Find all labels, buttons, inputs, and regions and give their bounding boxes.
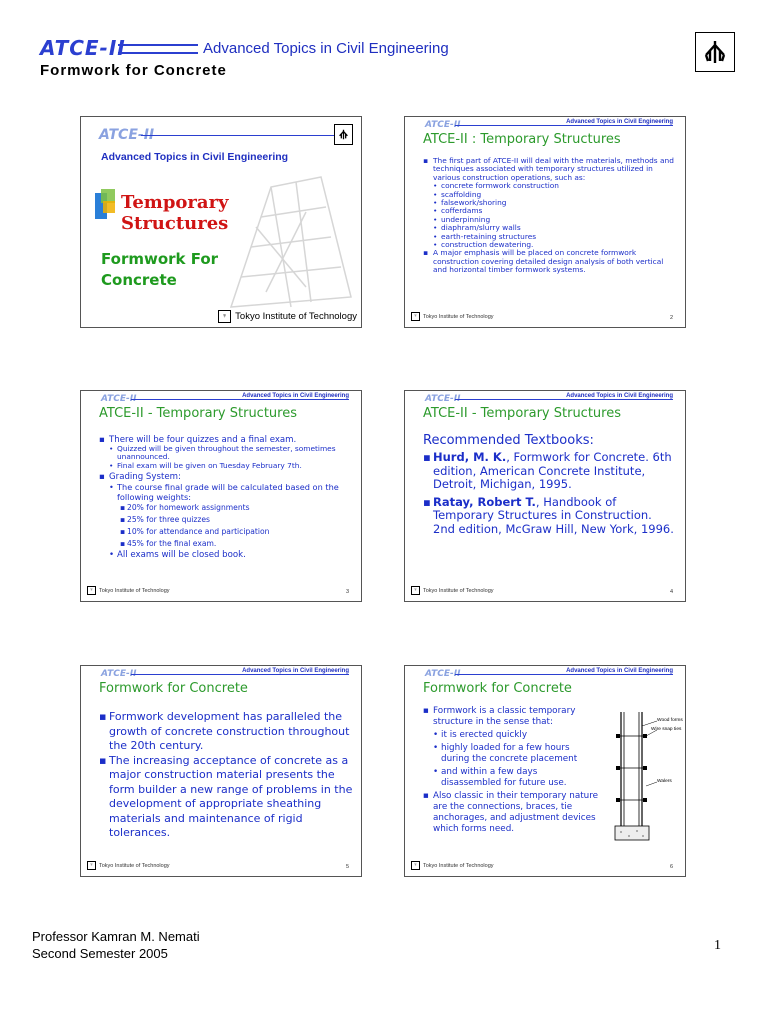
- slide-title: ATCE-II : Temporary Structures: [423, 132, 621, 147]
- slide-body: [423, 157, 675, 275]
- page-footer: [32, 928, 200, 962]
- slide-header: [411, 120, 679, 130]
- slide-3: [80, 390, 362, 602]
- diagram-label: Wood forms: [657, 718, 683, 723]
- header-title: Advanced Topics in Civil Engineering: [203, 40, 449, 57]
- slide-2: [404, 116, 686, 328]
- logo-mini-icon: ♆: [218, 310, 231, 323]
- sub-bullet-text: • earth-retaining structures: [423, 233, 675, 241]
- slide-footer: [218, 310, 357, 323]
- slide-body: [423, 706, 599, 835]
- slide-footer: [411, 312, 494, 321]
- slide-body: [99, 710, 353, 841]
- weight-item: ▪ 10% for attendance and participation: [99, 526, 351, 538]
- title-line-2: Structures: [121, 213, 229, 234]
- bullet-sublist: [423, 182, 675, 249]
- header-subtitle: Formwork for Concrete: [40, 62, 227, 79]
- subtitle-line-1: Formwork For: [101, 250, 219, 268]
- slide-header: [411, 394, 679, 404]
- slide-brand: ATCE-II: [101, 394, 137, 404]
- slide-number: 3: [345, 589, 349, 595]
- title-line-1: Temporary: [121, 192, 229, 213]
- slide-number: 2: [669, 315, 673, 321]
- bullet-text: ▪ A major emphasis will be placed on concrete formwork construction covering detailed design analysis of both vertical and horizontal timber formwork systems.: [423, 249, 675, 274]
- bullet-text: ▪ Grading System:: [99, 472, 351, 482]
- diagram-label: Wire snap ties: [651, 727, 682, 732]
- slide-footer: [411, 586, 494, 595]
- sub-bullet-text: • highly loaded for a few hours during the concrete placement: [423, 743, 599, 765]
- slide-title: Formwork for Concrete: [423, 681, 572, 696]
- slide-subtitle: [101, 249, 218, 291]
- subtitle-line-2: Concrete: [101, 271, 177, 289]
- sub-bullet-text: • All exams will be closed book.: [99, 550, 351, 560]
- sub-bullet-text: • cofferdams: [423, 207, 675, 215]
- slide-brand: ATCE-II: [425, 120, 461, 130]
- book-entry-2: [423, 496, 677, 537]
- bullet-text: ▪ Also classic in their temporary nature are the connections, braces, tie anchorages, and adjustment devices which forms need.: [423, 791, 599, 835]
- header-rule: [118, 44, 198, 54]
- slide-6: [404, 665, 686, 877]
- scaffold-graphic: [211, 167, 361, 312]
- slide-topic: Advanced Topics in Civil Engineering: [101, 151, 289, 163]
- sub-bullet-text: • Quizzed will be given throughout the semester, sometimes unannounced.: [99, 445, 351, 462]
- sub-bullet-text: • and within a few days disassembled for future use.: [423, 767, 599, 789]
- book-entry-1: [423, 451, 677, 492]
- slide-number: 4: [669, 589, 673, 595]
- footer-text: Tokyo Institute of Technology: [423, 587, 494, 594]
- book-author: Ratay, Robert T.: [433, 494, 536, 509]
- slide-1: [80, 116, 362, 328]
- slide-brand: ATCE-II: [425, 669, 461, 679]
- institute-logo-icon: [334, 124, 353, 145]
- sub-bullet-text: • falsework/shoring: [423, 199, 675, 207]
- slide-brand: ATCE-II: [99, 127, 155, 143]
- header-brand: ATCE-II: [40, 36, 126, 60]
- slide-rule: [455, 674, 673, 675]
- weight-item: ▪ 25% for three quizzes: [99, 514, 351, 526]
- sub-bullet-text: • scaffolding: [423, 191, 675, 199]
- slide-footer: [87, 861, 170, 870]
- slide-body: [99, 435, 351, 560]
- slide-footer: [411, 861, 494, 870]
- sub-bullet-text: • concrete formwork construction: [423, 182, 675, 190]
- footer-text: Tokyo Institute of Technology: [423, 862, 494, 869]
- bullet-text: ▪ Formwork development has paralleled the growth of concrete construction throughout the 20th century.: [99, 710, 353, 754]
- slide-topic: Advanced Topics in Civil Engineering: [242, 393, 349, 399]
- sub-bullet-text: • The course final grade will be calculated based on the following weights:: [99, 482, 351, 502]
- weight-item: ▪ 20% for homework assignments: [99, 502, 351, 514]
- slide-topic: Advanced Topics in Civil Engineering: [566, 393, 673, 399]
- footer-text: Tokyo Institute of Technology: [99, 862, 170, 869]
- bullet-text: ▪ Formwork is a classic temporary structure in the sense that:: [423, 706, 599, 728]
- bullet-text: ▪ The first part of ATCE-II will deal with the materials, methods and techniques associated with temporary structures utilized in various construction operations, such as:: [423, 157, 675, 182]
- logo-mini-icon: ♆: [87, 861, 96, 870]
- bullet-sublist: [423, 730, 599, 789]
- book-detail: , Handbook of Temporary Structures in Construction. 2nd edition, McGraw Hill, New York, 1996.: [433, 494, 674, 536]
- book-detail: , Formwork for Concrete. 6th edition, American Concrete Institute, Detroit, Michigan, 1995.: [433, 450, 672, 491]
- weights-list: [99, 502, 351, 550]
- graphic-block-yellow: [103, 201, 115, 213]
- sub-bullet-text: • underpinning: [423, 216, 675, 224]
- slide-header: [87, 394, 355, 404]
- slide-topic: Advanced Topics in Civil Engineering: [242, 668, 349, 674]
- bullet-text: ▪ There will be four quizzes and a final exam.: [99, 435, 351, 445]
- footer-text: Tokyo Institute of Technology: [235, 311, 357, 322]
- footer-text: Tokyo Institute of Technology: [99, 587, 170, 594]
- slide-title: ATCE-II - Temporary Structures: [99, 406, 297, 421]
- slide-rule: [455, 399, 673, 400]
- slide-title: [121, 192, 229, 234]
- textbooks-heading: Recommended Textbooks:: [423, 433, 594, 448]
- slide-rule: [131, 399, 349, 400]
- footer-text: Tokyo Institute of Technology: [423, 313, 494, 320]
- logo-mini-icon: ♆: [411, 312, 420, 321]
- logo-mini-icon: ♆: [411, 586, 420, 595]
- logo-mini-icon: ♆: [87, 586, 96, 595]
- slide-rule: [455, 125, 673, 126]
- sub-bullet-text: • construction dewatering.: [423, 241, 675, 249]
- sub-bullet-text: • it is erected quickly: [423, 730, 599, 741]
- slide-4: [404, 390, 686, 602]
- diagram-label: Walers: [657, 779, 672, 784]
- logo-mini-icon: ♆: [411, 861, 420, 870]
- slide-brand: ATCE-II: [101, 669, 137, 679]
- page-number: 1: [714, 938, 721, 953]
- slide-brand: ATCE-II: [425, 394, 461, 404]
- slide-header: [411, 669, 679, 679]
- semester-label: Second Semester 2005: [32, 946, 168, 961]
- slide-title: Formwork for Concrete: [99, 681, 248, 696]
- slide-header: [87, 669, 355, 679]
- professor-name: Professor Kamran M. Nemati: [32, 929, 200, 944]
- slide-topic: Advanced Topics in Civil Engineering: [566, 668, 673, 674]
- slide-title: ATCE-II - Temporary Structures: [423, 406, 621, 421]
- slide-footer: [87, 586, 170, 595]
- slide-rule: [131, 674, 349, 675]
- slide-topic: Advanced Topics in Civil Engineering: [566, 119, 673, 125]
- sub-bullet-text: • Final exam will be given on Tuesday February 7th.: [99, 462, 351, 470]
- slide-body: [423, 433, 677, 536]
- book-author: Hurd, M. K.: [433, 450, 507, 464]
- slide-number: 6: [669, 864, 673, 870]
- bullet-text: ▪ The increasing acceptance of concrete as a major construction material presents the form builder a new range of problems in the development of appropriate sheathing materials and maintenance of rigid tolerances.: [99, 754, 353, 841]
- institute-logo-icon: [695, 32, 735, 72]
- slide-number: 5: [345, 864, 349, 870]
- slide-rule: [141, 135, 335, 136]
- slide-5: [80, 665, 362, 877]
- sub-bullet-text: • diaphram/slurry walls: [423, 224, 675, 232]
- weight-item: ▪ 45% for the final exam.: [99, 538, 351, 550]
